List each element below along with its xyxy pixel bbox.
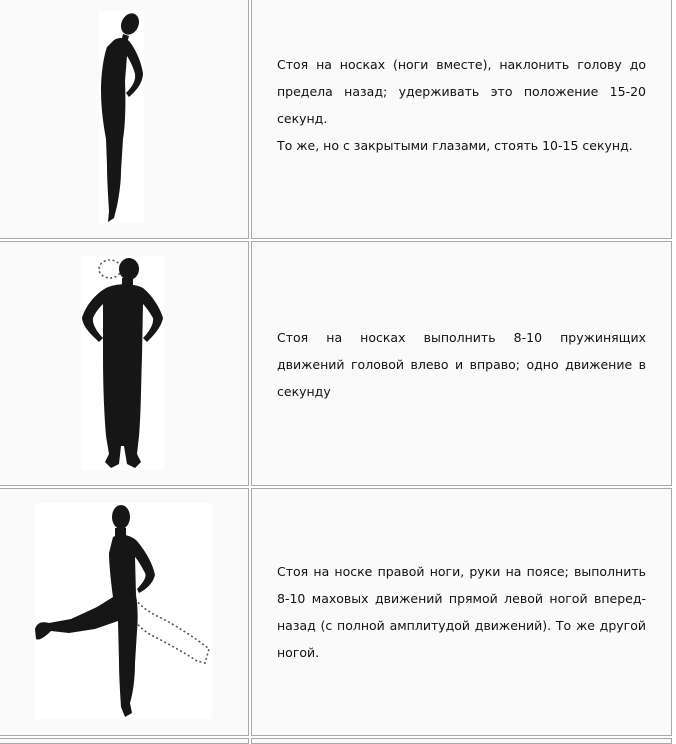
standing-on-toes-head-tilted-back-figure	[99, 11, 144, 223]
exercise-3-paragraph-1: Стоя на носке правой ноги, руки на поясе; выполнить 8-10 маховых движений прямой левой ногой вперед-назад (с полной амплитудой движений). То же другой ногой.	[277, 564, 646, 660]
exercise-2-paragraph-1: Стоя на носках выполнить 8-10 пружинящих движений головой влево и вправо; одно движение в секунду	[277, 330, 646, 399]
exercise-1-description-cell	[251, 0, 672, 239]
standing-on-toes-head-turns-figure	[81, 256, 164, 470]
exercise-1-illustration-cell	[0, 0, 249, 239]
exercise-3-illustration-cell	[0, 488, 249, 736]
exercise-3-description	[277, 558, 646, 666]
exercise-3-description-cell	[251, 488, 672, 736]
exercise-1-paragraph-2: То же, но с закрытыми глазами, стоять 10-15 секунд.	[277, 138, 633, 153]
exercise-2-description	[277, 324, 646, 405]
exercise-2-illustration-cell	[0, 241, 249, 486]
exercise-4-illustration-cell	[0, 738, 249, 744]
one-leg-swing-figure	[35, 503, 212, 719]
exercise-2-description-cell	[251, 241, 672, 486]
exercise-1-paragraph-1: Стоя на носках (ноги вместе), наклонить голову до предела назад; удерживать это положение 15-20 секунд.	[277, 57, 646, 126]
exercise-4-description-cell	[251, 738, 672, 744]
exercise-1-description	[277, 51, 646, 159]
